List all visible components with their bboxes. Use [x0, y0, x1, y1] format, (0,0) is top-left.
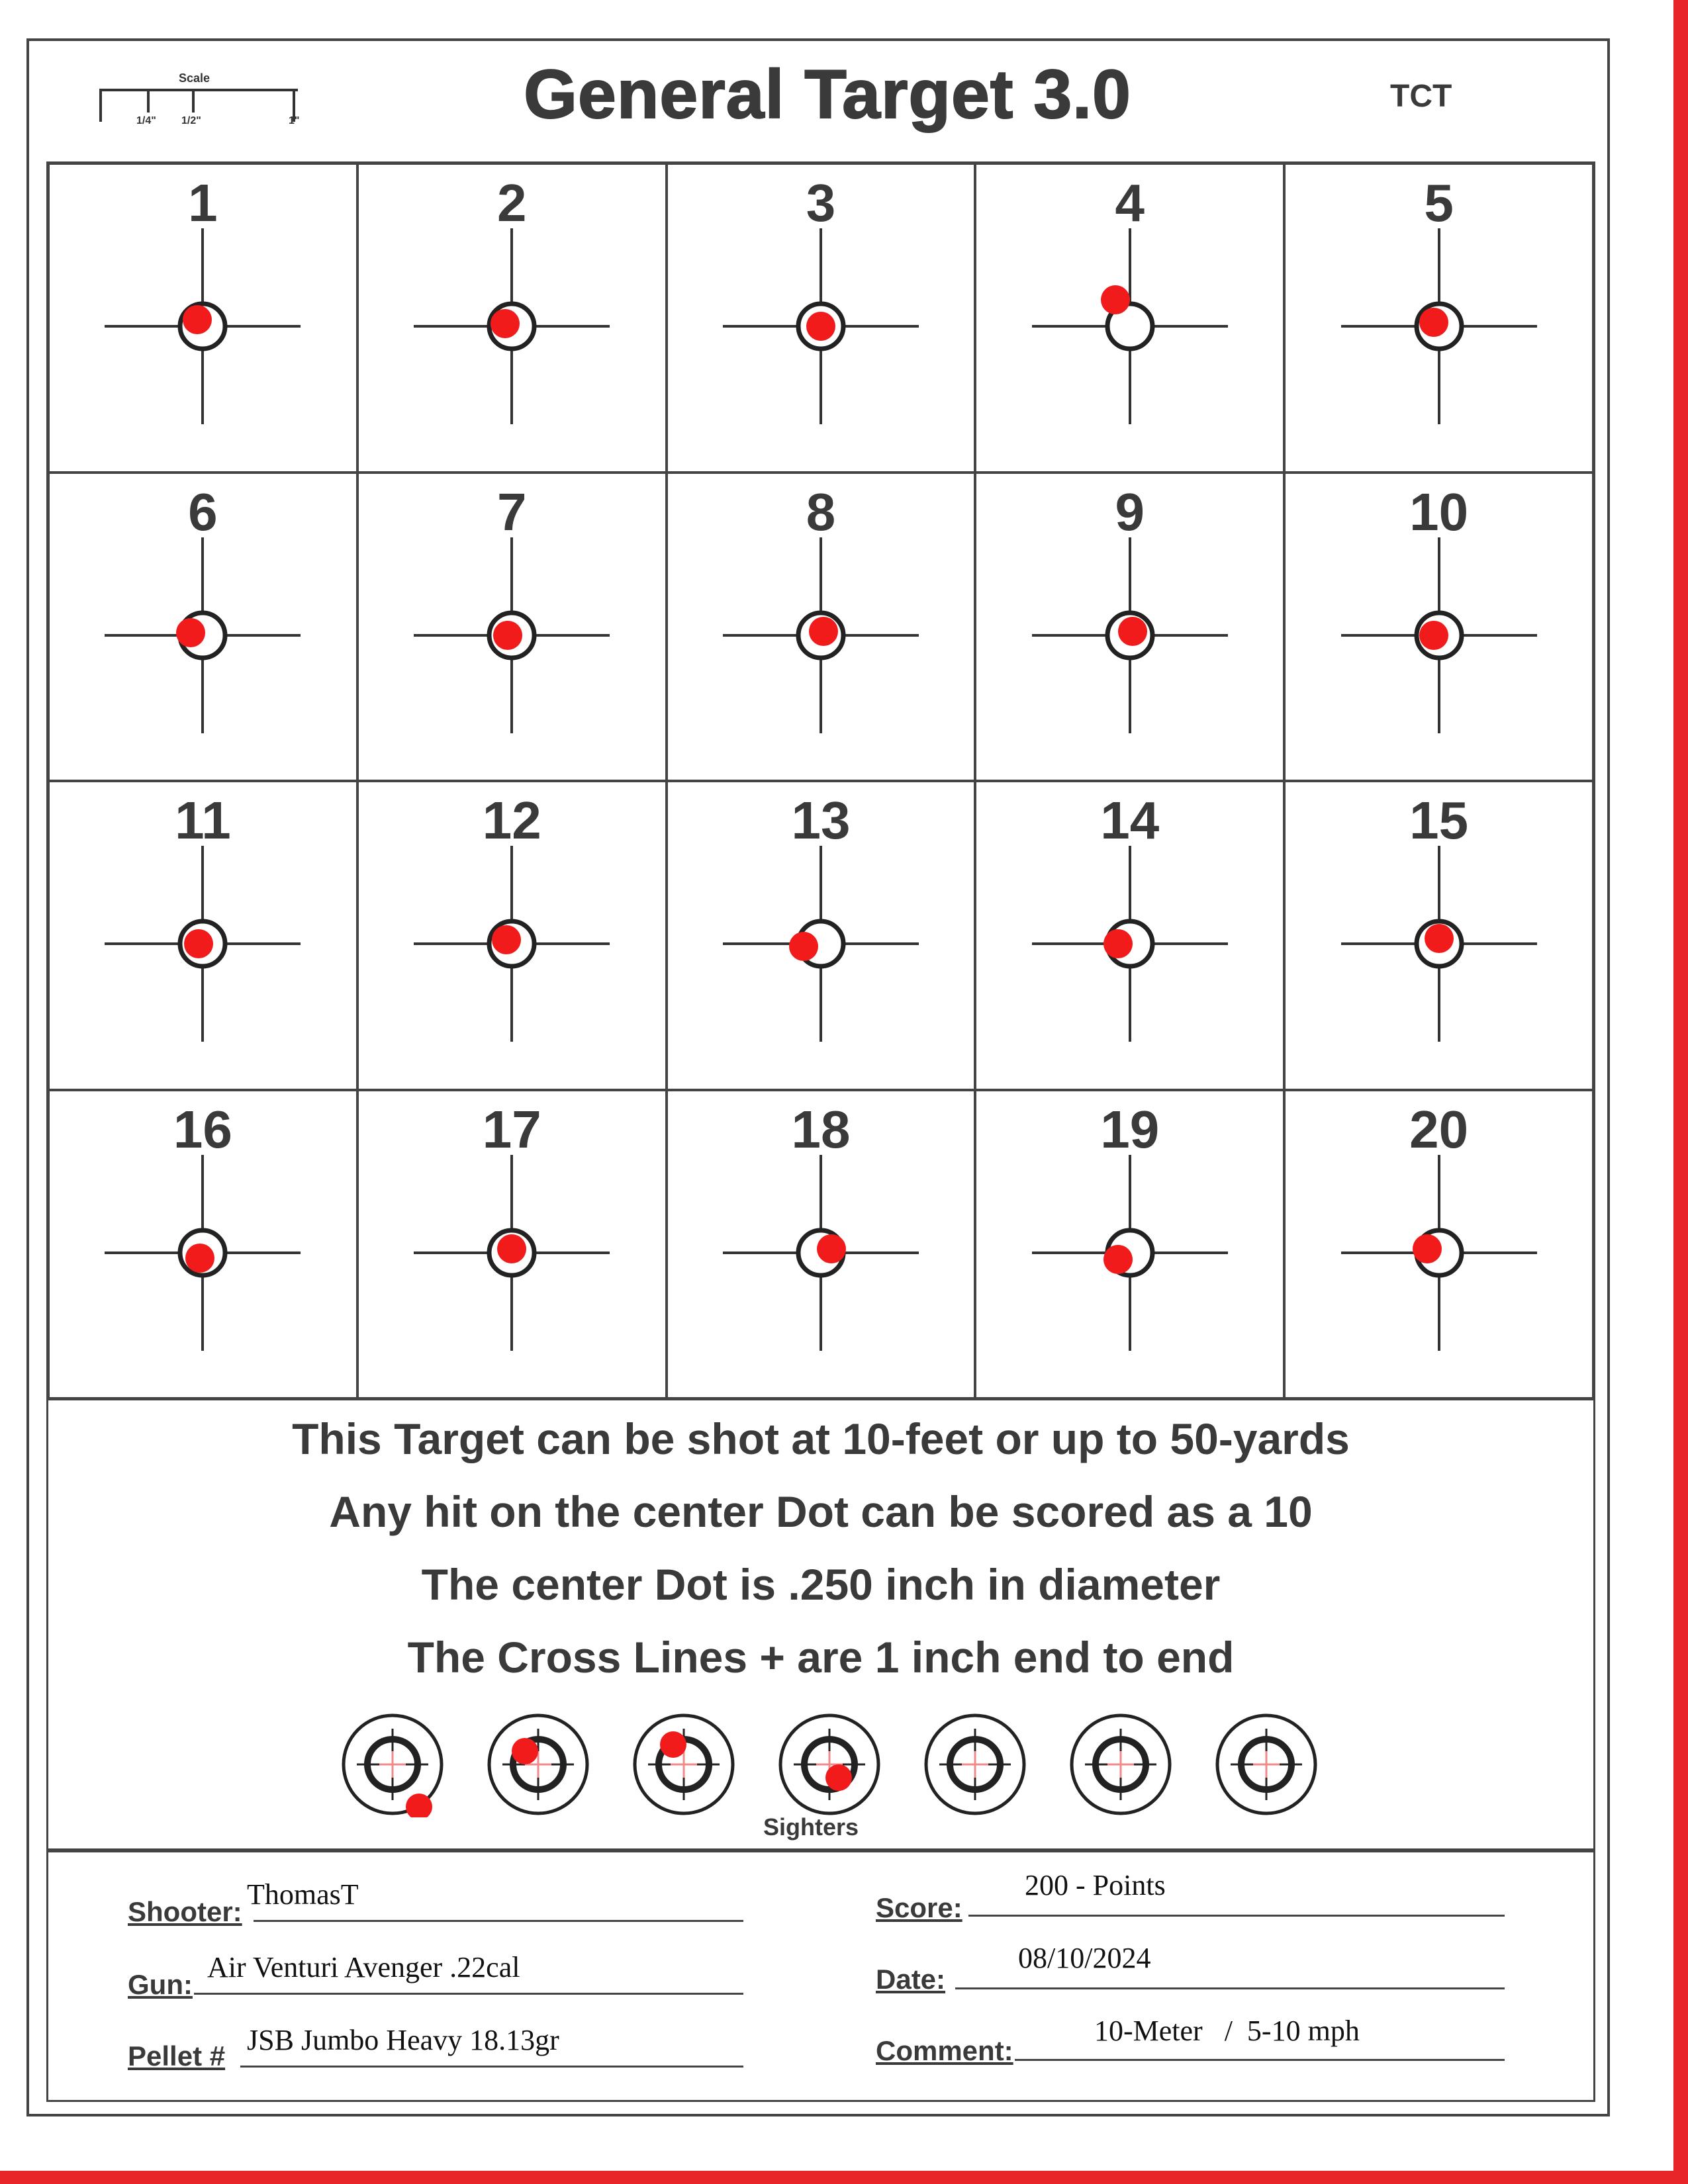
target-number: 6 — [188, 482, 218, 541]
instruction-line: Any hit on the center Dot can be scored as a 10 — [329, 1487, 1313, 1536]
instructions-panel — [46, 1400, 1595, 1850]
sighter-bullseye — [776, 1711, 882, 1817]
crosshair-target — [414, 537, 610, 733]
gun-underline — [194, 1993, 743, 1995]
target-number: 15 — [1409, 791, 1469, 850]
sighter-bullseye — [340, 1711, 445, 1817]
instruction-line: The Cross Lines + are 1 inch end to end — [407, 1633, 1235, 1682]
pellet-underline — [240, 2066, 743, 2068]
crosshair-target — [723, 228, 919, 424]
target-number: 17 — [482, 1099, 541, 1159]
page-title: General Target 3.0 — [524, 56, 1131, 133]
target-cell — [667, 473, 976, 782]
target-cell — [1284, 781, 1593, 1090]
gun-value: Air Venturi Avenger .22cal — [207, 1951, 520, 1983]
crosshair-target — [105, 228, 301, 424]
brand-tag: TCT — [1390, 79, 1452, 114]
target-cell — [357, 1090, 667, 1399]
pellet-hit — [1118, 617, 1147, 646]
scale-inch-label: 1" — [289, 115, 300, 126]
target-number: 5 — [1424, 173, 1454, 232]
target-cell — [667, 781, 976, 1090]
pellet-hit — [1419, 308, 1448, 337]
target-number: 12 — [482, 791, 541, 850]
instruction-line: The center Dot is .250 inch in diameter — [421, 1560, 1221, 1609]
comment-label: Comment: — [876, 2035, 1013, 2066]
target-number: 7 — [496, 482, 527, 541]
shooter-label: Shooter: — [128, 1896, 242, 1927]
pellet-label: Pellet # — [128, 2040, 226, 2071]
target-number: 2 — [496, 173, 527, 232]
comment-value: 10-Meter / 5-10 mph — [1094, 2015, 1360, 2047]
scale-tick — [192, 89, 195, 113]
crosshair-target — [1341, 1155, 1537, 1351]
pellet-hit — [176, 618, 205, 647]
sighter-bullseye — [1213, 1711, 1319, 1817]
target-grid — [46, 161, 1595, 1400]
scale-line — [99, 89, 298, 91]
sighter-bullseye — [1068, 1711, 1174, 1817]
sighter-bullseye — [631, 1711, 737, 1817]
shooter-value: ThomasT — [247, 1878, 359, 1911]
target-number: 13 — [791, 791, 851, 850]
target-number: 19 — [1100, 1099, 1160, 1159]
target-number: 9 — [1115, 482, 1145, 541]
pellet-hit — [1101, 285, 1130, 314]
pellet-hit — [789, 932, 818, 961]
crosshair-target — [105, 846, 301, 1042]
target-number: 4 — [1115, 173, 1145, 232]
target-cell — [48, 781, 357, 1090]
date-underline — [955, 1987, 1505, 1989]
target-number: 10 — [1409, 482, 1469, 541]
target-number: 3 — [806, 173, 836, 232]
target-cell — [1284, 1090, 1593, 1399]
pellet-hit — [1413, 1234, 1442, 1263]
crosshair-target — [1341, 846, 1537, 1042]
crosshair-target — [414, 1155, 610, 1351]
target-cell — [975, 163, 1284, 473]
scale-tick — [147, 89, 150, 113]
crosshair-target — [1032, 846, 1228, 1042]
crosshair-target — [1032, 537, 1228, 733]
instruction-line: This Target can be shot at 10-feet or up to 50-yards — [292, 1414, 1350, 1463]
score-form — [46, 1850, 1595, 2102]
pellet-value: JSB Jumbo Heavy 18.13gr — [247, 2024, 559, 2056]
scale-tick — [99, 89, 102, 122]
pellet-hit — [492, 925, 521, 954]
scale-half-label: 1/2" — [181, 115, 201, 126]
pellet-hit — [817, 1234, 846, 1263]
sighter-bullseye — [922, 1711, 1028, 1817]
target-number: 18 — [791, 1099, 851, 1159]
crosshair-target — [1341, 537, 1537, 733]
pellet-hit — [184, 929, 213, 958]
shooter-underline — [254, 1920, 743, 1922]
target-number: 11 — [175, 791, 231, 850]
target-cell — [975, 781, 1284, 1090]
crosshair-target — [414, 846, 610, 1042]
target-cell — [667, 163, 976, 473]
pellet-hit — [1103, 929, 1133, 958]
target-number: 1 — [188, 173, 218, 232]
target-cell — [1284, 163, 1593, 473]
crosshair-target — [1032, 228, 1228, 424]
scale-bar — [99, 71, 311, 138]
target-cell — [667, 1090, 976, 1399]
scale-quarter-label: 1/4" — [136, 115, 156, 126]
sighter-bullseye — [485, 1711, 591, 1817]
target-cell — [48, 1090, 357, 1399]
target-cell — [975, 1090, 1284, 1399]
crosshair-target — [105, 537, 301, 733]
score-underline — [968, 1915, 1505, 1917]
crosshair-target — [1341, 228, 1537, 424]
sighter-row — [340, 1711, 1399, 1837]
pellet-hit — [806, 312, 835, 341]
score-label: Score: — [876, 1892, 962, 1923]
target-cell — [357, 781, 667, 1090]
pellet-hit — [1103, 1245, 1133, 1274]
red-edge-right — [1673, 0, 1688, 2184]
target-number: 14 — [1100, 791, 1160, 850]
target-cell — [48, 163, 357, 473]
pellet-hit — [497, 1234, 526, 1263]
red-edge-bottom — [0, 2171, 1688, 2184]
gun-label: Gun: — [128, 1969, 193, 2000]
target-cell — [357, 473, 667, 782]
pellet-hit — [185, 1244, 214, 1273]
crosshair-target — [414, 228, 610, 424]
pellet-hit — [1419, 621, 1448, 650]
target-cell — [48, 473, 357, 782]
pellet-hit — [1425, 924, 1454, 953]
target-cell — [975, 473, 1284, 782]
sighters-label: Sighters — [763, 1813, 859, 1841]
target-cell — [357, 163, 667, 473]
pellet-hit — [491, 309, 520, 338]
crosshair-target — [723, 846, 919, 1042]
target-number: 16 — [173, 1099, 232, 1159]
comment-underline — [1015, 2059, 1505, 2061]
crosshair-target — [723, 1155, 919, 1351]
target-number: 8 — [806, 482, 836, 541]
target-cell — [1284, 473, 1593, 782]
crosshair-target — [105, 1155, 301, 1351]
pellet-hit — [493, 621, 522, 650]
date-label: Date: — [876, 1964, 946, 1995]
scale-label: Scale — [179, 71, 211, 85]
crosshair-target — [723, 537, 919, 733]
pellet-hit — [809, 617, 838, 646]
target-number: 20 — [1409, 1099, 1469, 1159]
date-value: 08/10/2024 — [1018, 1942, 1151, 1974]
crosshair-target — [1032, 1155, 1228, 1351]
score-value: 200 - Points — [1025, 1869, 1166, 1901]
pellet-hit — [183, 305, 212, 334]
